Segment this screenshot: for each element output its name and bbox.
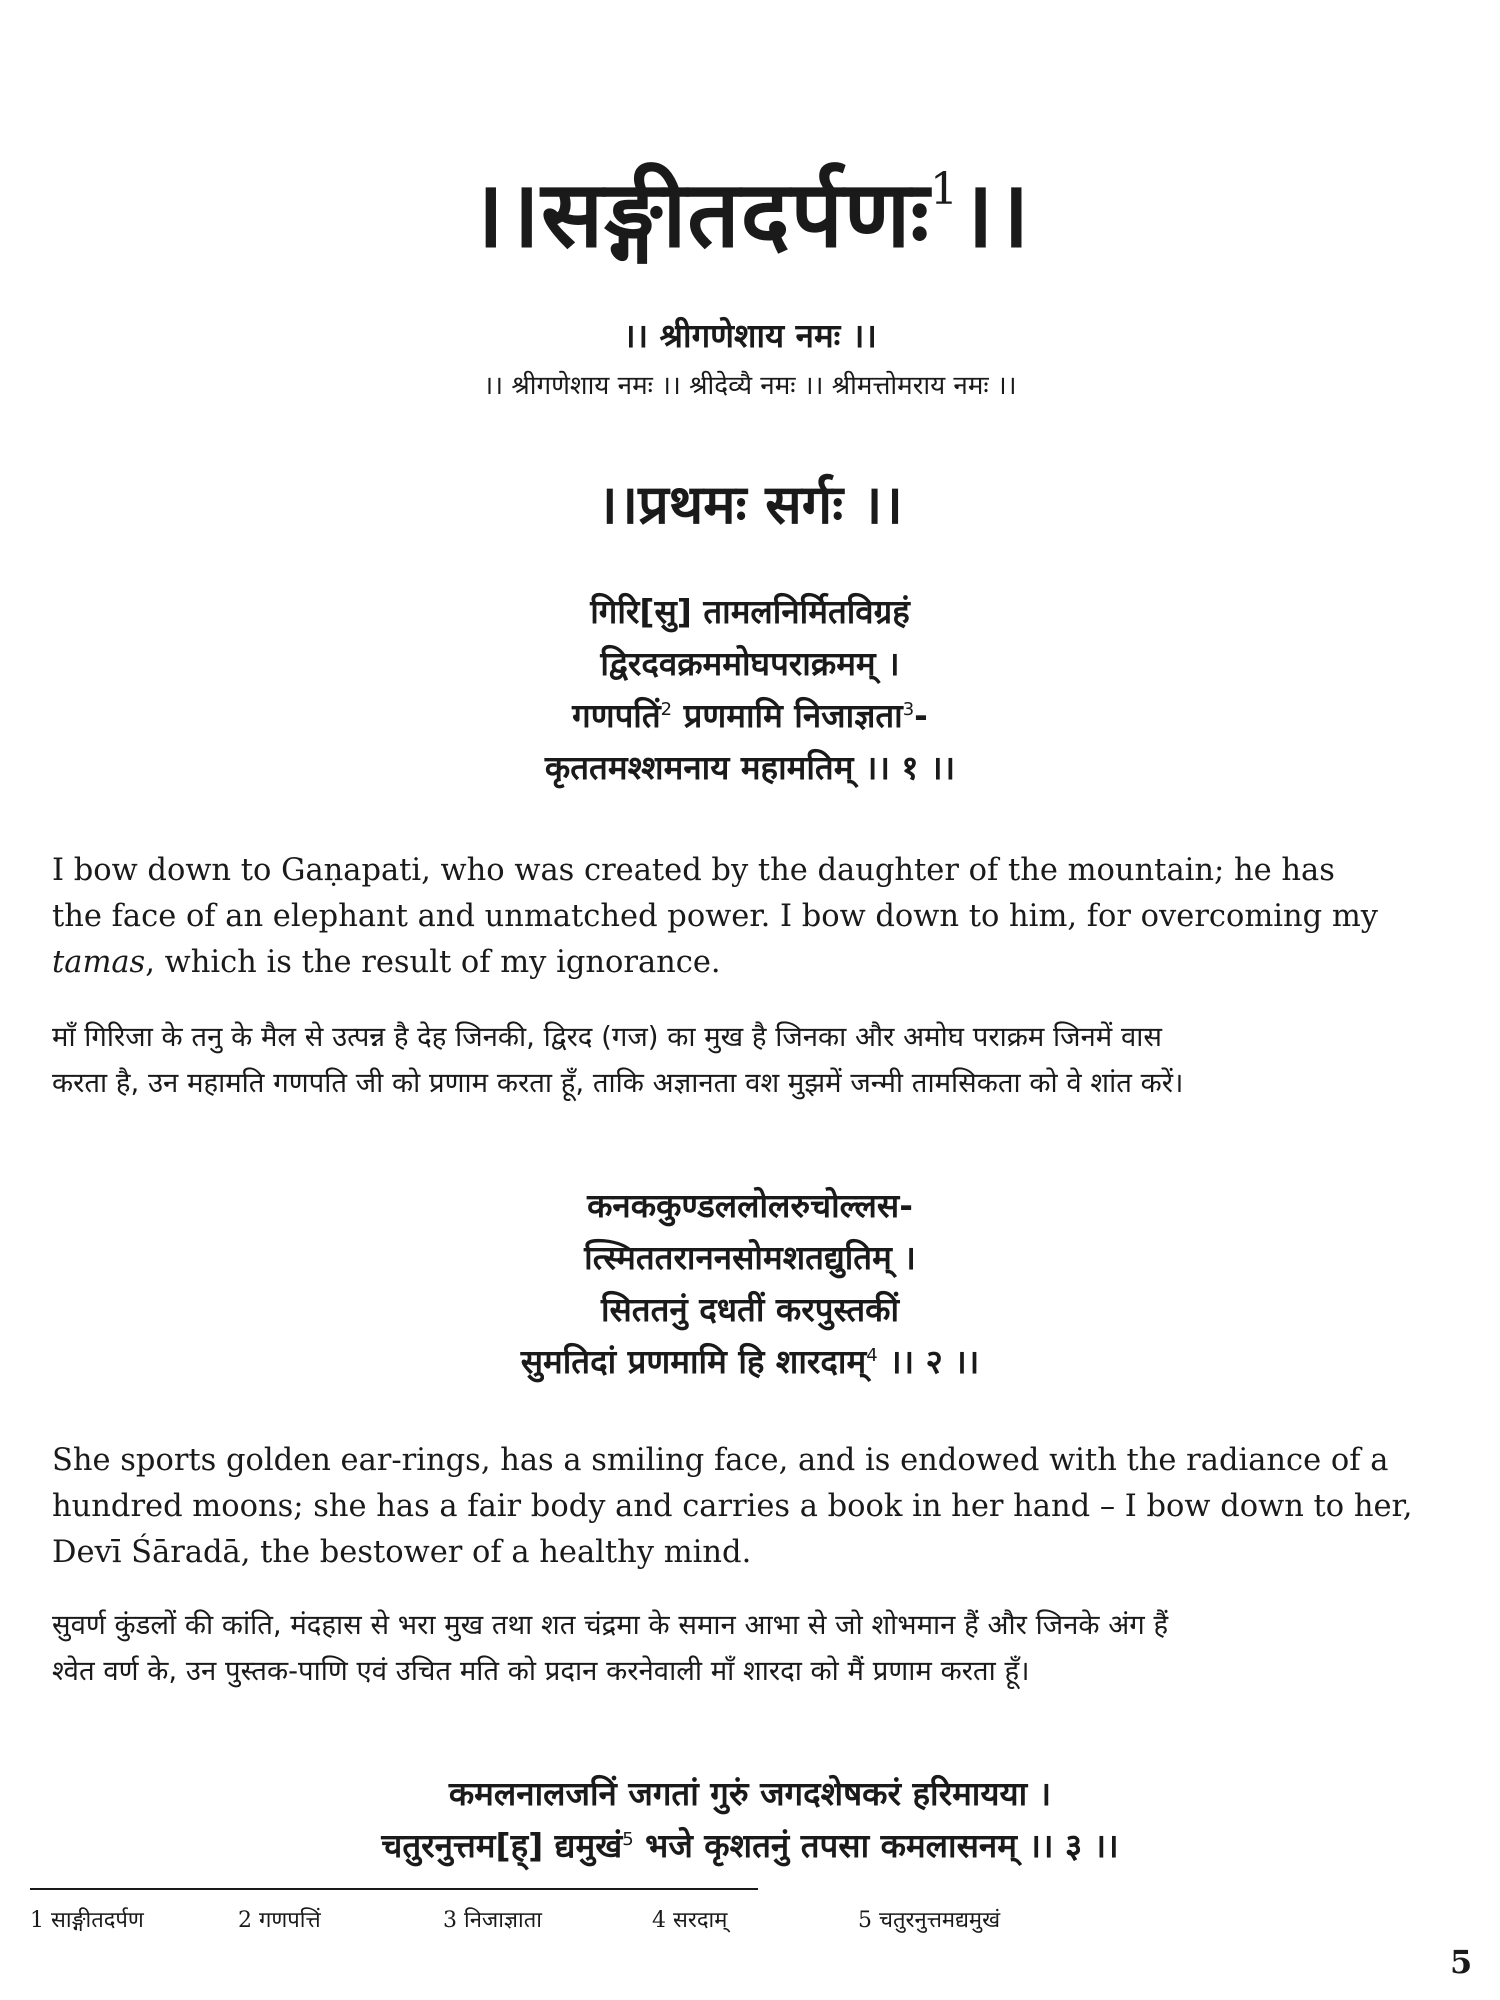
footnote-5-text: चतुरनुत्तमद्यमुखं [879, 1908, 1001, 1933]
verse-3 [0, 1768, 1500, 1872]
footnote-1 [30, 1906, 144, 1936]
verse-1-line-1: गिरि[सु] तामलनिर्मितविग्रहं [590, 592, 910, 631]
hindi-commentary-2 [52, 1602, 1448, 1694]
footnote-2 [238, 1906, 321, 1936]
translation-1-line-3 [52, 940, 1448, 986]
hindi-2-line-1: सुवर्ण कुंडलों की कांति, मंदहास से भरा मुख तथा शत चंद्रमा के समान आभा से जो शोभमान हैं और जिनके अंग हैं [52, 1609, 1169, 1641]
verse-1-line-3 [0, 690, 1500, 742]
footnote-ref-5: 5 [622, 1829, 634, 1850]
title-text: ।।सङ्गीतदर्पणः [469, 161, 930, 268]
translation-2-line-2: hundred moons; she has a fair body and carries a book in her hand – I bow down to her, [52, 1489, 1413, 1524]
english-translation-2 [52, 1438, 1448, 1576]
footnote-4-number: 4 [652, 1908, 666, 1933]
verse-1-line-3-part-a: गणपतिं [572, 696, 661, 735]
verse-2-line-4-part-a: सुमतिदां प्रणमामि हि शारदाम् [520, 1342, 867, 1381]
verse-3-line-2-part-b: भजे कृशतनुं तपसा कमलासनम् ।। ३ ।। [633, 1826, 1119, 1865]
footnote-ref-2: 2 [660, 699, 673, 720]
footnote-2-number: 2 [238, 1908, 252, 1933]
chapter-heading: ।।प्रथमः सर्गः ।। [597, 473, 903, 536]
hindi-1-line-2: करता है, उन महामति गणपति जी को प्रणाम करता हूँ, ताकि अज्ञानता वश मुझमें जन्मी तामसिकता को वे शांत करें। [52, 1067, 1184, 1099]
verse-3-line-2-part-a: चतुरनुत्तम[ह्] द्यमुखं [381, 1826, 623, 1865]
footnote-2-text: गणपत्तिं [259, 1908, 321, 1933]
verse-2-line-1: कनककुण्डललोलरुचोल्लस- [587, 1186, 913, 1225]
english-translation-1 [52, 848, 1448, 986]
verse-2 [0, 1180, 1500, 1388]
verse-1-line-3-part-c: - [914, 696, 928, 735]
translation-2-line-3: Devī Śāradā, the bestower of a healthy mind. [52, 1535, 752, 1570]
hindi-commentary-1 [52, 1014, 1448, 1106]
footnote-4-text: सरदाम् [673, 1908, 728, 1933]
hindi-2-line-2: श्वेत वर्ण के, उन पुस्तक-पाणि एवं उचित मति को प्रदान करनेवाली माँ शारदा को मैं प्रणाम करता हूँ। [52, 1655, 1030, 1687]
translation-2-line-1: She sports golden ear-rings, has a smiling face, and is endowed with the radiance of a [52, 1443, 1389, 1478]
verse-2-line-2: त्स्मिततराननसोमशतद्युतिम् । [584, 1238, 916, 1277]
translation-1-line-2: the face of an elephant and unmatched power. I bow down to him, for overcoming my [52, 899, 1379, 934]
footnote-divider [30, 1888, 758, 1890]
hindi-1-line-1: माँ गिरिजा के तनु के मैल से उत्पन्न है देह जिनकी, द्विरद (गज) का मुख है जिनका और अमोघ पराक्रम जिनमें वास [52, 1021, 1162, 1053]
footnote-4 [652, 1906, 727, 1936]
footnote-3-number: 3 [443, 1908, 457, 1933]
verse-1-line-2: द्विरदवक्रममोघपराक्रमम् । [600, 644, 900, 683]
verse-1 [0, 586, 1500, 794]
verse-2-line-4 [0, 1336, 1500, 1388]
footnote-3 [443, 1906, 542, 1936]
tamas-term: tamas [52, 945, 146, 980]
verse-3-line-1: कमलनालजनिं जगतां गुरुं जगदशेषकरं हरिमायया । [448, 1774, 1052, 1813]
translation-1-line-3-rest: , which is the result of my ignorance. [145, 945, 721, 980]
title-close: ।। [958, 161, 1031, 268]
verse-2-line-3: सिततनुं दधतीं करपुस्तकीं [600, 1290, 900, 1329]
footnote-5-number: 5 [858, 1908, 872, 1933]
verse-2-line-4-part-b: ।। २ ।। [877, 1342, 980, 1381]
invocation-secondary: ।। श्रीगणेशाय नमः ।। श्रीदेव्यै नमः ।। श्रीमत्तोमराय नमः ।। [483, 371, 1017, 401]
page-number: 5 [1450, 1943, 1473, 1981]
footnote-1-text: साङ्गीतदर्पण [51, 1908, 144, 1933]
page-title [0, 160, 1500, 270]
verse-3-line-2 [0, 1820, 1500, 1872]
footnote-1-number: 1 [30, 1908, 44, 1933]
translation-1-line-1: I bow down to Gaṇapati, who was created by the daughter of the mountain; he has [52, 853, 1335, 888]
footnote-ref-3: 3 [902, 699, 915, 720]
invocation-primary: ।। श्रीगणेशाय नमः ।। [623, 316, 877, 355]
footnote-ref-1: 1 [929, 164, 959, 215]
verse-1-line-3-part-b: प्रणमामि निजाज्ञता [672, 696, 903, 735]
footnote-ref-4: 4 [866, 1345, 878, 1366]
footnote-3-text: निजाज्ञाता [464, 1908, 542, 1933]
footnote-5 [858, 1906, 1000, 1936]
verse-1-line-4: कृततमश्शमनाय महामतिम् ।। १ ।। [544, 748, 956, 787]
